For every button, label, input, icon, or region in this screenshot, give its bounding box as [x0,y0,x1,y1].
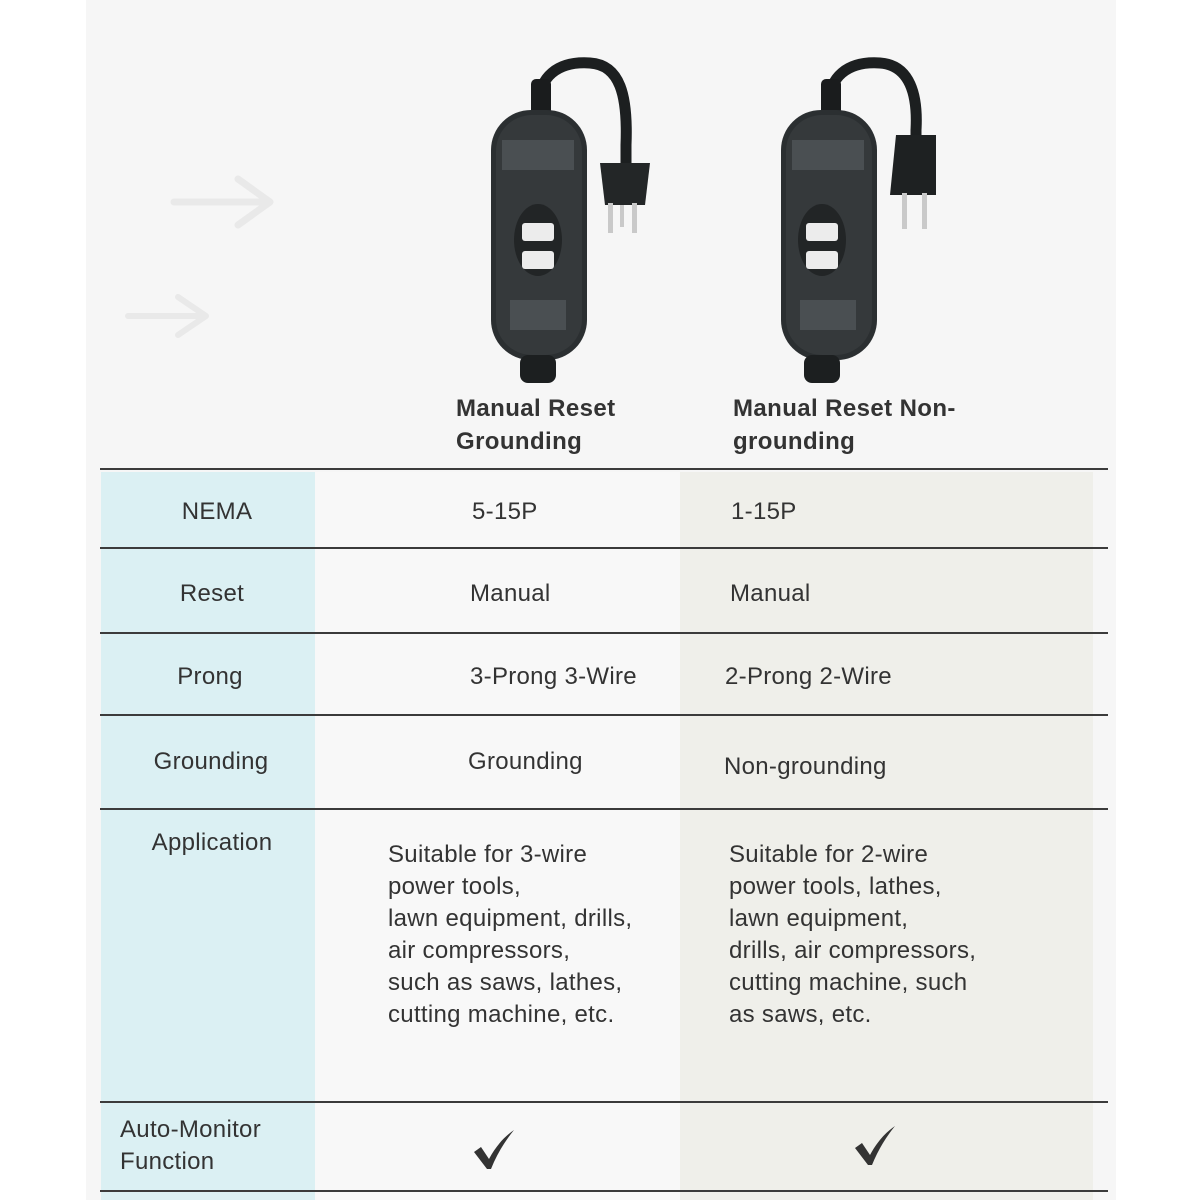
row-label-nema: NEMA [181,498,253,525]
arrow-right-icon [170,175,280,230]
row-label-prong: Prong [177,663,243,690]
column-title-non-grounding: Manual Reset Non-grounding [733,395,956,455]
cell-reset-grounding: Manual [470,580,551,607]
arrow-right-icon [124,293,214,339]
cell-prong-non-grounding: 2-Prong 2-Wire [725,663,892,690]
cell-nema-grounding: 5-15P [472,498,538,525]
table-rule [100,632,1108,634]
cell-application-non-grounding: Suitable for 2-wire power tools, lathes, lawn equipment, drills, air compressors, cutting machine, such as saws, etc. [729,841,977,1028]
cell-nema-non-grounding: 1-15P [731,498,797,525]
column-title-grounding: Manual Reset Grounding [456,395,616,455]
row-label-reset: Reset [179,580,245,607]
row-label-application: Application [151,829,273,856]
cell-grounding-non-grounding: Non-grounding [724,753,887,780]
table-rule [100,714,1108,716]
gfci-plug-device-icon [770,55,940,385]
cell-grounding-grounding: Grounding [468,748,583,775]
table-rule [100,468,1108,470]
cell-application-grounding: Suitable for 3-wire power tools, lawn equipment, drills, air compressors, such as saws, lathes, cutting machine, etc. [388,841,633,1028]
checkmark-icon [853,1124,897,1168]
row-label-auto-monitor: Auto-Monitor Function [120,1116,261,1175]
table-rule [100,1101,1108,1103]
cell-reset-non-grounding: Manual [730,580,811,607]
checkmark-icon [472,1128,516,1172]
row-label-grounding: Grounding [153,748,269,775]
gfci-plug-device-icon [480,55,650,385]
table-rule [100,1190,1108,1192]
table-rule [100,808,1108,810]
table-rule [100,547,1108,549]
cell-prong-grounding: 3-Prong 3-Wire [470,663,637,690]
